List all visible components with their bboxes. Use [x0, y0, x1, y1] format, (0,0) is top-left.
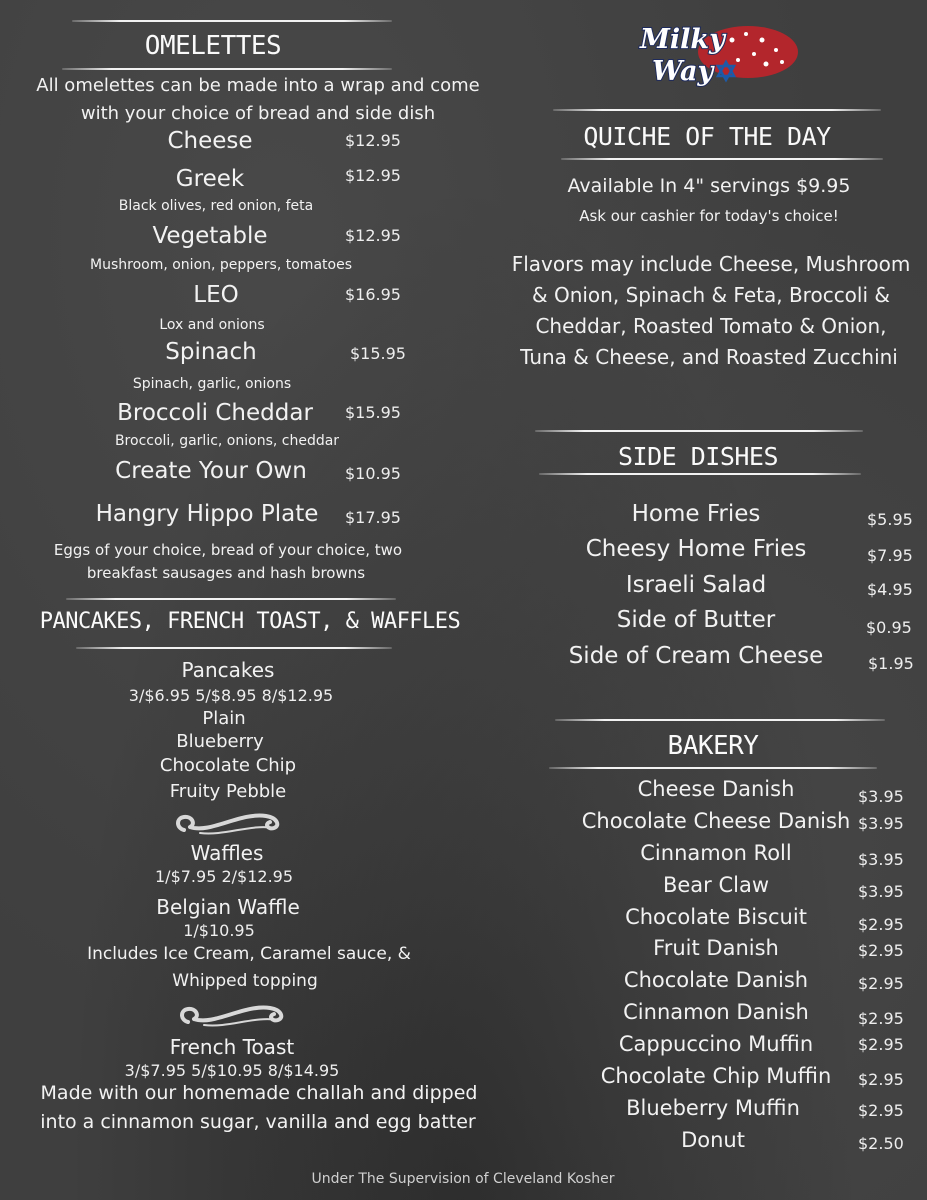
- omelette-name: Spinach: [165, 339, 257, 365]
- omelette-desc: Eggs of your choice, bread of your choice, two: [53, 541, 403, 559]
- side-price: $5.95: [867, 510, 913, 529]
- omelette-desc: Lox and onions: [159, 317, 265, 333]
- omelettes-intro-line2: with your choice of bread and side dish: [80, 103, 436, 124]
- bakery-item-name: Blueberry Muffin: [626, 1096, 800, 1120]
- omelette-desc: Black olives, red onion, feta: [118, 198, 314, 214]
- sides-rule-bottom: [539, 473, 861, 475]
- quiche-heading: QUICHE OF THE DAY: [583, 122, 831, 151]
- french-toast-desc: Made with our homemade challah and dipped: [40, 1082, 478, 1104]
- side-name: Israeli Salad: [625, 572, 767, 598]
- quiche-flavors: Tuna & Cheese, and Roasted Zucchini: [520, 345, 898, 369]
- omelette-name: LEO: [193, 282, 239, 308]
- pancakes-rule-top: [66, 598, 396, 600]
- bakery-item-name: Chocolate Biscuit: [625, 905, 807, 929]
- bakery-item-price: $2.95: [858, 1035, 904, 1054]
- quiche-flavors: & Onion, Spinach & Feta, Broccoli &: [532, 283, 890, 307]
- pancakes-rule-bottom: [76, 647, 392, 649]
- omelette-name: Greek: [175, 166, 245, 192]
- omelette-desc: Spinach, garlic, onions: [132, 376, 292, 392]
- bakery-item-name: Donut: [681, 1128, 745, 1152]
- quiche-availability: Available In 4" servings $9.95: [567, 175, 851, 197]
- belgian-waffle-desc: Includes Ice Cream, Caramel sauce, &: [87, 944, 411, 964]
- pancake-flavor: Chocolate Chip: [159, 755, 297, 776]
- belgian-waffle-price: 1/$10.95: [183, 921, 255, 940]
- omelette-price: $12.95: [345, 226, 401, 245]
- quiche-ask: Ask our cashier for today's choice!: [579, 207, 839, 225]
- omelette-price: $17.95: [345, 508, 401, 527]
- bakery-item-name: Cheese Danish: [637, 777, 795, 801]
- belgian-waffle-desc: Whipped topping: [172, 971, 318, 991]
- bakery-item-price: $2.50: [858, 1134, 904, 1153]
- french-toast-title: French Toast: [169, 1035, 295, 1059]
- bakery-item-price: $3.95: [858, 787, 904, 806]
- bakery-item-name: Bear Claw: [662, 873, 770, 897]
- french-toast-prices: 3/$7.95 5/$10.95 8/$14.95: [124, 1061, 340, 1080]
- bakery-item-price: $2.95: [858, 941, 904, 960]
- swirl-divider-icon: [170, 806, 288, 840]
- swirl-divider-icon: [174, 998, 292, 1032]
- omelette-price: $12.95: [345, 131, 401, 150]
- waffles-title: Waffles: [190, 841, 264, 865]
- side-price: $1.95: [868, 654, 914, 673]
- side-price: $0.95: [866, 618, 912, 637]
- bakery-item-name: Cappuccino Muffin: [618, 1032, 814, 1056]
- omelette-price: $16.95: [345, 285, 401, 304]
- omelettes-heading: OMELETTES: [144, 31, 282, 61]
- quiche-rule-bottom: [561, 158, 883, 160]
- side-name: Side of Cream Cheese: [568, 643, 824, 669]
- french-toast-desc: into a cinnamon sugar, vanilla and egg batter: [40, 1111, 476, 1133]
- pancakes-title: Pancakes: [181, 658, 275, 682]
- supervision-footer: Under The Supervision of Cleveland Kosher: [311, 1171, 615, 1187]
- pancake-flavor: Plain: [202, 708, 246, 729]
- bakery-item-price: $2.95: [858, 974, 904, 993]
- side-price: $4.95: [867, 580, 913, 599]
- omelette-name: Create Your Own: [115, 458, 307, 484]
- bakery-rule-bottom: [549, 767, 877, 769]
- bakery-item-price: $3.95: [858, 814, 904, 833]
- omelette-name: Cheese: [167, 128, 253, 154]
- sides-heading: SIDE DISHES: [617, 442, 779, 471]
- omelette-price: $10.95: [345, 464, 401, 483]
- side-price: $7.95: [867, 546, 913, 565]
- omelette-price: $15.95: [350, 344, 406, 363]
- waffles-prices: 1/$7.95 2/$12.95: [154, 867, 294, 886]
- bakery-item-name: Chocolate Chip Muffin: [600, 1064, 832, 1088]
- quiche-flavors: Cheddar, Roasted Tomato & Onion,: [535, 314, 887, 338]
- quiche-flavors: Flavors may include Cheese, Mushroom: [511, 252, 911, 276]
- omelette-price: $12.95: [345, 166, 401, 185]
- bakery-item-name: Cinnamon Danish: [623, 1000, 809, 1024]
- milky-way-logo: [636, 10, 802, 92]
- bakery-item-name: Cinnamon Roll: [640, 841, 792, 865]
- belgian-waffle-title: Belgian Waffle: [156, 895, 300, 919]
- bakery-item-price: $3.95: [858, 850, 904, 869]
- side-name: Home Fries: [631, 501, 761, 527]
- bakery-heading: BAKERY: [667, 731, 759, 761]
- bakery-item-price: $2.95: [858, 915, 904, 934]
- side-name: Side of Butter: [616, 607, 776, 633]
- bakery-item-price: $2.95: [858, 1070, 904, 1089]
- bakery-rule-top: [555, 719, 885, 721]
- omelettes-rule-top: [72, 20, 392, 22]
- svg-text:Milky: Milky: [640, 24, 725, 55]
- omelette-price: $15.95: [345, 403, 401, 422]
- side-name: Cheesy Home Fries: [585, 536, 807, 562]
- pancakes-heading: PANCAKES, FRENCH TOAST, & WAFFLES: [39, 609, 461, 634]
- omelette-desc: Broccoli, garlic, onions, cheddar: [114, 433, 340, 449]
- bakery-item-name: Chocolate Cheese Danish: [581, 809, 851, 833]
- pancake-flavor: Fruity Pebble: [169, 781, 287, 802]
- bakery-item-price: $2.95: [858, 1101, 904, 1120]
- bakery-item-price: $2.95: [858, 1009, 904, 1028]
- omelette-name: Broccoli Cheddar: [117, 400, 313, 426]
- omelette-name: Hangry Hippo Plate: [95, 501, 319, 527]
- bakery-item-name: Fruit Danish: [653, 936, 779, 960]
- omelette-name: Vegetable: [152, 223, 268, 249]
- pancakes-prices: 3/$6.95 5/$8.95 8/$12.95: [128, 686, 334, 705]
- svg-text:Way: Way: [652, 56, 714, 87]
- sides-rule-top: [535, 430, 863, 432]
- omelettes-rule-bottom: [62, 68, 392, 70]
- bakery-item-name: Chocolate Danish: [623, 968, 809, 992]
- omelette-desc: Mushroom, onion, peppers, tomatoes: [90, 257, 352, 273]
- omelettes-intro-line1: All omelettes can be made into a wrap and come: [36, 75, 480, 96]
- bakery-item-price: $3.95: [858, 882, 904, 901]
- omelette-desc: breakfast sausages and hash browns: [86, 564, 366, 582]
- quiche-rule-top: [553, 109, 881, 111]
- pancake-flavor: Blueberry: [176, 731, 264, 752]
